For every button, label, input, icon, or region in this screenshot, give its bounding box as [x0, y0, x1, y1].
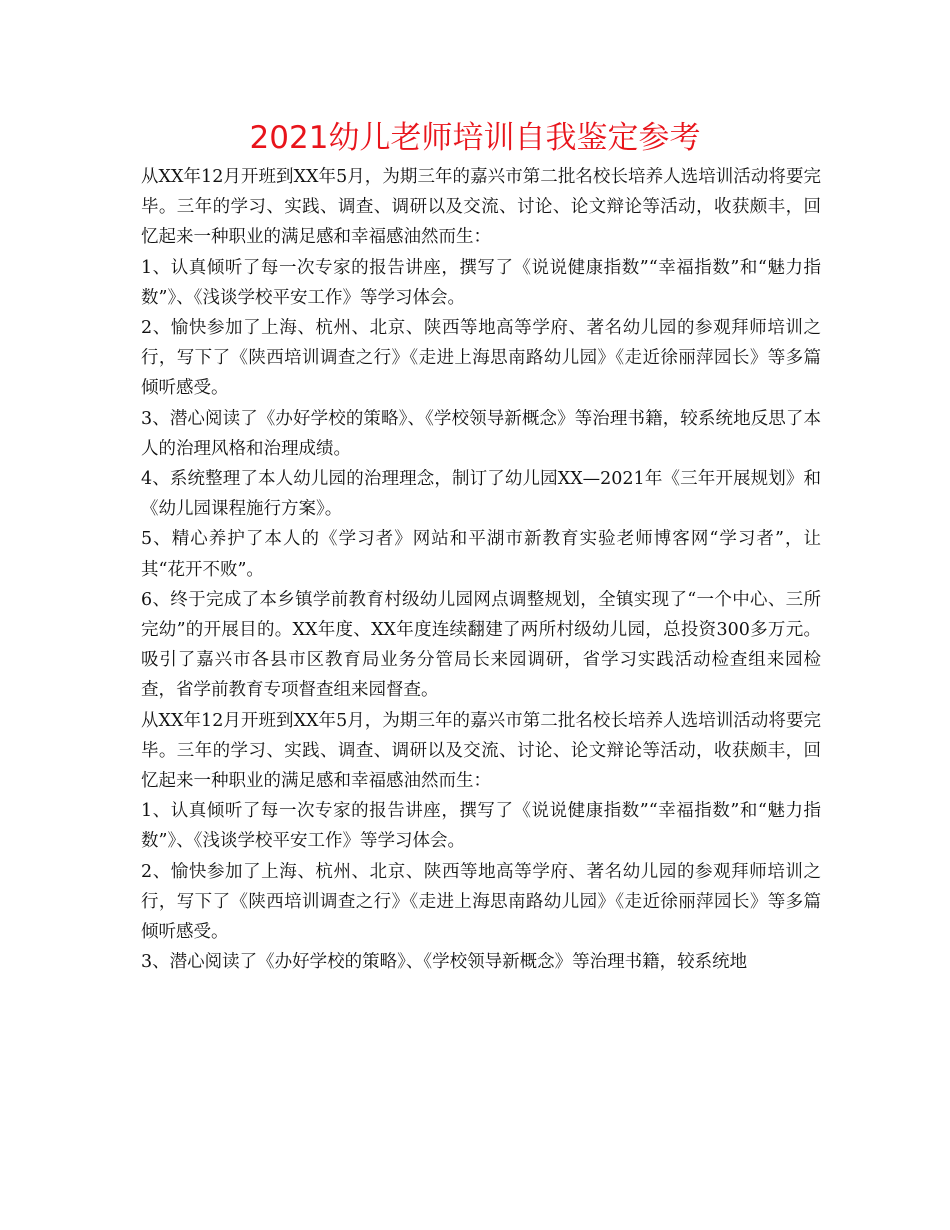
list-item-6: 6、终于完成了本乡镇学前教育村级幼儿园网点调整规划，全镇实现了“一个中心、三所完幼”的开展目的。XX年度、XX年度连续翻建了两所村级幼儿园，总投资300多万元。吸引了嘉兴市各县市区教育局业务分管局长来园调研，省学习实践活动检查组来园检查，省学前教育专项督查组来园督查。 [141, 589, 821, 701]
document-body [141, 162, 821, 977]
list-item-2-repeat: 2、愉快参加了上海、杭州、北京、陕西等地高等学府、著名幼儿园的参观拜师培训之行，写下了《陕西培训调查之行》《走进上海思南路幼儿园》《走近徐丽萍园长》等多篇倾听感受。 [141, 861, 821, 943]
document-title: 2021幼儿老师培训自我鉴定参考 [249, 120, 701, 156]
list-item-3-repeat: 3、潜心阅读了《办好学校的策略》、《学校领导新概念》等治理书籍，较系统地 [141, 952, 748, 973]
list-item-5: 5、精心养护了本人的《学习者》网站和平湖市新教育实验老师博客网“学习者”，让其“花开不败”。 [141, 529, 821, 580]
paragraph-intro-repeat: 从XX年12月开班到XX年5月，为期三年的嘉兴市第二批名校长培养人选培训活动将要完毕。三年的学习、实践、调查、调研以及交流、讨论、论文辩论等活动，收获颇丰，回忆起来一种职业的满足感和幸福感油然而生： [141, 710, 821, 792]
paragraph-intro: 从XX年12月开班到XX年5月，为期三年的嘉兴市第二批名校长培养人选培训活动将要完毕。三年的学习、实践、调查、调研以及交流、讨论、论文辩论等活动，收获颇丰，回忆起来一种职业的满足感和幸福感油然而生： [141, 167, 821, 248]
list-item-2: 2、愉快参加了上海、杭州、北京、陕西等地高等学府、著名幼儿园的参观拜师培训之行，写下了《陕西培训调查之行》《走进上海思南路幼儿园》《走近徐丽萍园长》等多篇倾听感受。 [141, 318, 821, 399]
list-item-1: 1、认真倾听了每一次专家的报告讲座，撰写了《说说健康指数”“幸福指数”和“魅力指数”》、《浅谈学校平安工作》等学习体会。 [141, 257, 821, 308]
list-item-1-repeat: 1、认真倾听了每一次专家的报告讲座，撰写了《说说健康指数”“幸福指数”和“魅力指数”》、《浅谈学校平安工作》等学习体会。 [141, 801, 821, 852]
list-item-3: 3、潜心阅读了《办好学校的策略》、《学校领导新概念》等治理书籍，较系统地反思了本人的治理风格和治理成绩。 [141, 408, 821, 459]
list-item-4: 4、系统整理了本人幼儿园的治理理念，制订了幼儿园XX—2021年《三年开展规划》和《幼儿园课程施行方案》。 [141, 469, 821, 520]
